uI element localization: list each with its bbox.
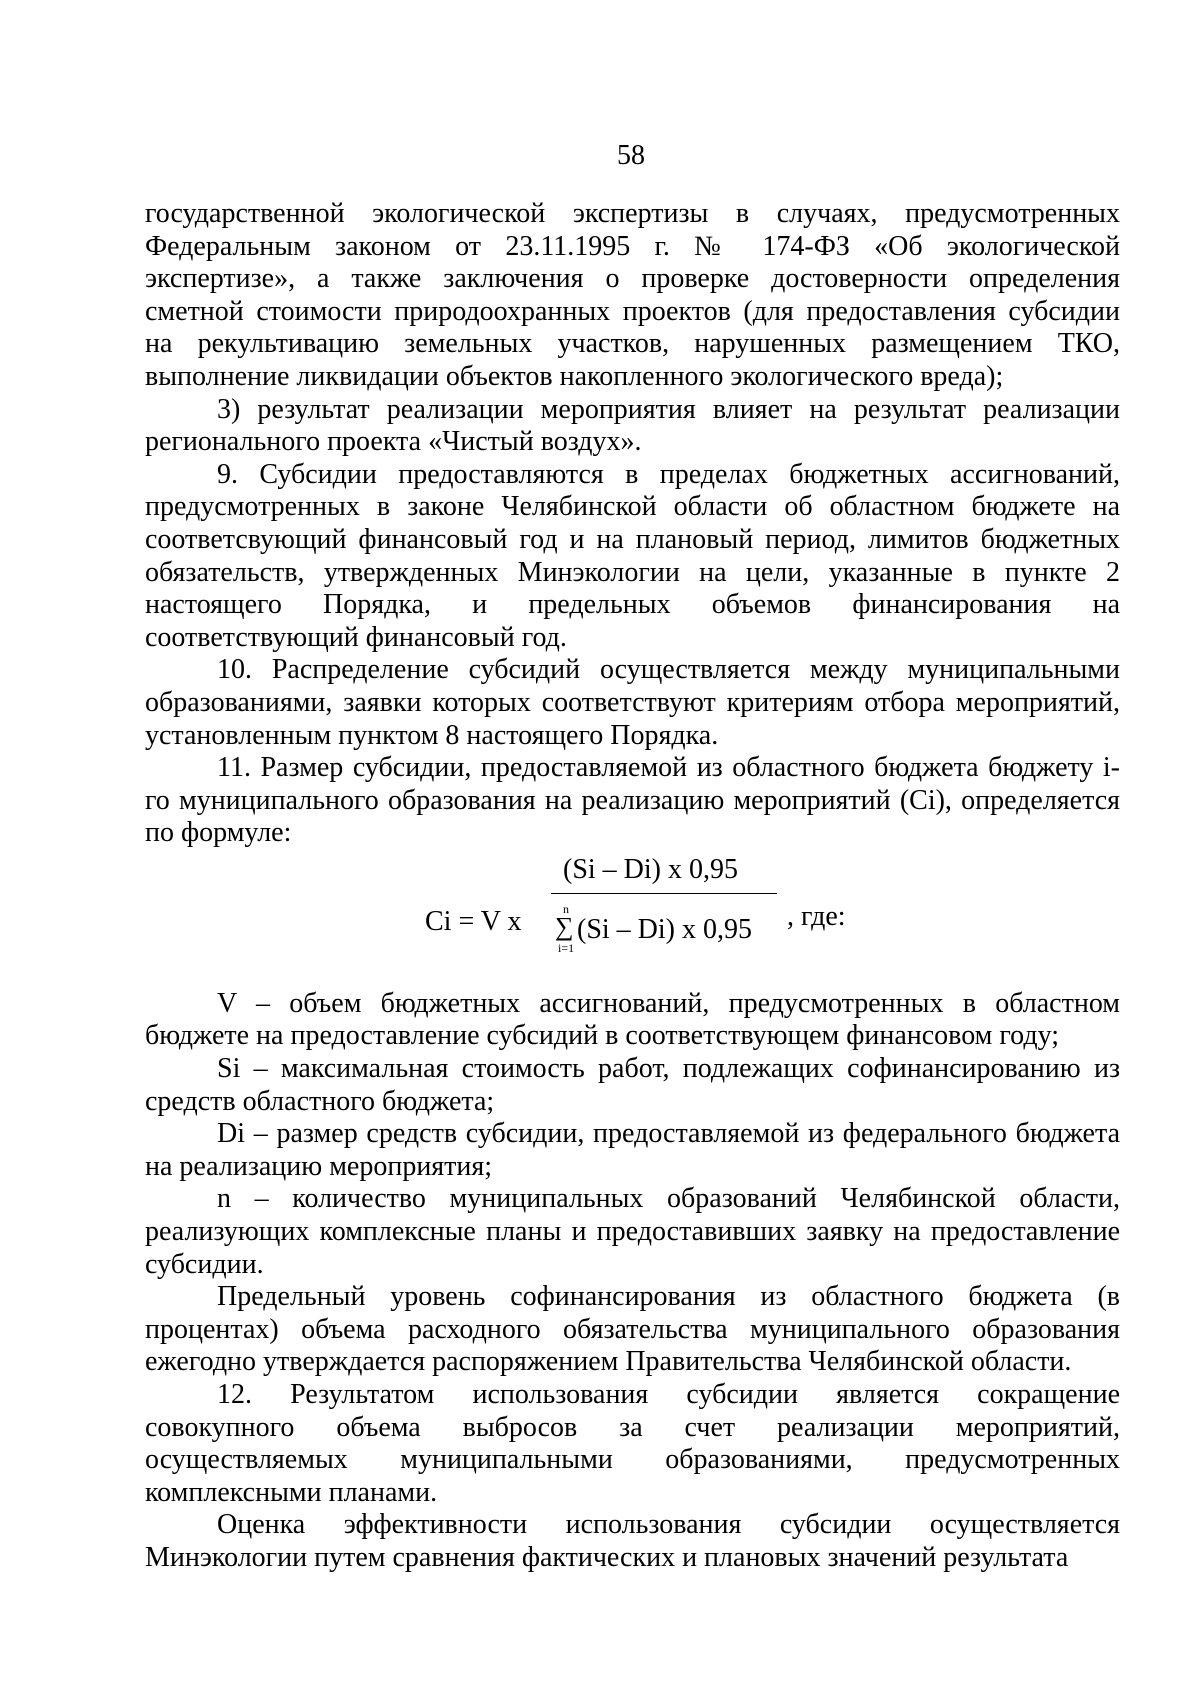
- paragraph-clause-9: 9. Субсидии предоставляются в пределах бюджетных ассигнований, предусмотренных в законе Челябинской области об областном бюджете на соответсвующий финансовый год и на плановый период, лимитов бюджетных обязательств, утвержденных Минэкологии на цели, указанные в пункте 2 настоящего Порядка, и предельных объемов финансирования на соответствующий финансовый год.: [145, 458, 1120, 653]
- document-body: [145, 198, 1120, 1575]
- paragraph-clause-10: 10. Распределение субсидий осуществляется между муниципальными образованиями, заявки которых соответствуют критериям отбора мероприятий, установленным пунктом 8 настоящего Порядка.: [145, 654, 1120, 751]
- sum-lower-limit: i=1: [558, 940, 575, 955]
- definition-n: n – количество муниципальных образований Челябинской области, реализующих комплексные планы и предоставивших заявку на предоставление субсидии.: [145, 1183, 1120, 1280]
- page-number: 58: [617, 140, 645, 171]
- formula-suffix: , где:: [787, 900, 846, 932]
- formula-numerator: (Si – Di) x 0,95: [563, 853, 738, 885]
- definition-v: V – объем бюджетных ассигнований, предусмотренных в областном бюджете на предоставление субсидий в соответствующем финансовом году;: [145, 987, 1120, 1052]
- definition-si: Si – максимальная стоимость работ, подлежащих софинансированию из средств областного бюджета;: [145, 1053, 1120, 1117]
- subsidy-formula: [145, 850, 1120, 988]
- formula-denominator: (Si – Di) x 0,95: [577, 913, 752, 945]
- paragraph-clause-11: 11. Размер субсидии, предоставляемой из областного бюджета бюджету i-го муниципального образования на реализацию мероприятий (Ci), определяется по формуле:: [145, 752, 1120, 849]
- definition-di: Di – размер средств субсидии, предоставляемой из федерального бюджета на реализацию мероприятия;: [145, 1118, 1120, 1182]
- formula-lhs: Ci = V x: [425, 905, 522, 937]
- paragraph-clause-12: 12. Результатом использования субсидии является сокращение совокупного объема выбросов за счет реализации мероприятий, осуществляемых муниципальными образованиями, предусмотренных комплексными планами.: [145, 1379, 1120, 1508]
- paragraph-item-3: 3) результат реализации мероприятия влияет на результат реализации регионального проекта «Чистый воздух».: [145, 393, 1120, 458]
- sum-symbol: ∑: [555, 911, 574, 941]
- paragraph-continuation: государственной экологической экспертизы в случаях, предусмотренных Федеральным законом от 23.11.1995 г. № 174-ФЗ «Об экологической экспертизе», а также заключения о проверке достоверности определения сметной стоимости природоохранных проектов (для предоставления субсидии на рекультивацию земельных участков, нарушенных размещением ТКО, выполнение ликвидации объектов накопленного экологического вреда);: [145, 198, 1120, 392]
- sum-upper-limit: n: [563, 901, 569, 916]
- paragraph-cofinancing-level: Предельный уровень софинансирования из областного бюджета (в процентах) объема расходного обязательства муниципального образования ежегодно утверждается распоряжением Правительства Челябинской области.: [145, 1281, 1120, 1378]
- fraction-bar: [551, 893, 777, 894]
- paragraph-efficiency-assessment: Оценка эффективности использования субсидии осуществляется Минэкологии путем сравнения фактических и плановых значений результата: [145, 1509, 1120, 1573]
